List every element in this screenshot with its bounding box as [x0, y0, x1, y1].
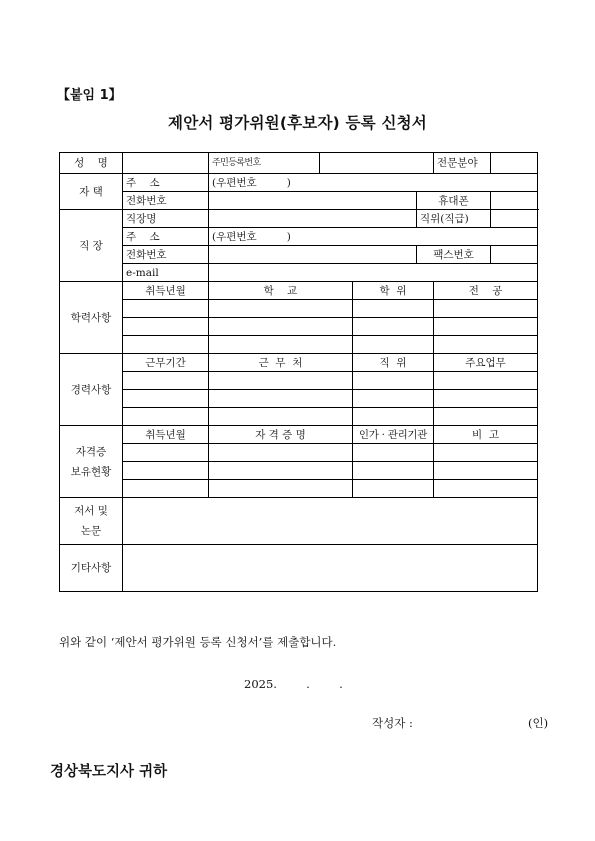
work-phone-input[interactable] [209, 246, 417, 264]
table-row [60, 462, 538, 480]
career-header-duties: 주요업무 [434, 354, 538, 372]
table-row [60, 480, 538, 498]
position-label: 직위(직급) [417, 210, 491, 228]
career-header-workplace: 근 무 처 [209, 354, 353, 372]
publications-label-line1: 저서 및 [74, 505, 108, 517]
home-label: 자 택 [60, 174, 123, 210]
table-row [60, 336, 538, 354]
license-label-line2: 보유현황 [70, 465, 112, 478]
license-header-note: 비 고 [434, 426, 538, 444]
home-address-input[interactable]: (우편번호 ) [209, 174, 538, 192]
fax-label: 팩스번호 [417, 246, 491, 264]
career-label: 경력사항 [60, 354, 123, 426]
table-row [60, 444, 538, 462]
name-input[interactable] [123, 153, 209, 174]
career-header-position: 직 위 [353, 354, 434, 372]
closing-statement: 위와 같이 ‘제안서 평가위원 등록 신청서’를 제출합니다. [59, 635, 337, 649]
home-address-row [60, 174, 538, 192]
table-row [60, 300, 538, 318]
position-input[interactable] [491, 210, 538, 228]
addressee: 경상북도지사 귀하 [50, 764, 168, 780]
fax-input[interactable] [491, 246, 538, 264]
work-phone-label: 전화번호 [123, 246, 209, 264]
table-row [60, 372, 538, 390]
mobile-label: 휴대폰 [417, 192, 491, 210]
submission-date: 2025. . . [244, 677, 343, 691]
home-phone-input[interactable] [209, 192, 417, 210]
work-email-row [60, 264, 538, 282]
education-header-degree: 학 위 [353, 282, 434, 300]
workplace-input[interactable] [209, 210, 417, 228]
publications-input[interactable] [123, 498, 538, 545]
attachment-label: 【붙임 1】 [57, 88, 122, 103]
publications-label-line2: 논문 [80, 525, 102, 537]
mobile-input[interactable] [491, 192, 538, 210]
seal-label: (인) [528, 716, 549, 730]
email-input[interactable] [209, 264, 538, 282]
work-name-row [60, 210, 538, 228]
career-header-period: 근무기간 [123, 354, 209, 372]
table-row [60, 408, 538, 426]
work-label: 직 장 [60, 210, 123, 282]
publications-label [60, 498, 123, 545]
workplace-label: 직장명 [123, 210, 209, 228]
education-header-school: 학 교 [209, 282, 353, 300]
rrn-input[interactable] [320, 153, 434, 174]
work-phone-row [60, 246, 538, 264]
home-phone-label: 전화번호 [123, 192, 209, 210]
education-header-date: 취득년월 [123, 282, 209, 300]
home-phone-row [60, 192, 538, 210]
rrn-label: 주민등록번호 [212, 158, 261, 168]
home-address-label: 주 소 [123, 174, 209, 192]
application-form-table [59, 152, 538, 592]
education-header-major: 전 공 [434, 282, 538, 300]
other-row [60, 545, 538, 592]
work-address-input[interactable]: (우편번호 ) [209, 228, 538, 246]
author-label: 작성자 : [372, 716, 413, 730]
career-header-row [60, 354, 538, 372]
license-header-date: 취득년월 [123, 426, 209, 444]
license-header-name: 자 격 증 명 [209, 426, 353, 444]
license-header-authority: 인가 · 관리기관 [353, 426, 434, 444]
name-row [60, 153, 538, 174]
form-title: 제안서 평가위원(후보자) 등록 신청서 [168, 114, 427, 132]
license-label [60, 426, 123, 498]
other-input[interactable] [123, 545, 538, 592]
name-label: 성 명 [60, 153, 123, 174]
license-header-row [60, 426, 538, 444]
publications-row [60, 498, 538, 545]
table-row [60, 318, 538, 336]
work-address-row [60, 228, 538, 246]
education-label: 학력사항 [60, 282, 123, 354]
table-row [60, 390, 538, 408]
license-label-line1: 자격증 [75, 445, 107, 458]
other-label: 기타사항 [60, 545, 123, 592]
field-label: 전문분야 [434, 153, 491, 174]
email-label: e-mail [123, 264, 209, 282]
education-header-row [60, 282, 538, 300]
work-address-label: 주 소 [123, 228, 209, 246]
field-input[interactable] [491, 153, 538, 174]
